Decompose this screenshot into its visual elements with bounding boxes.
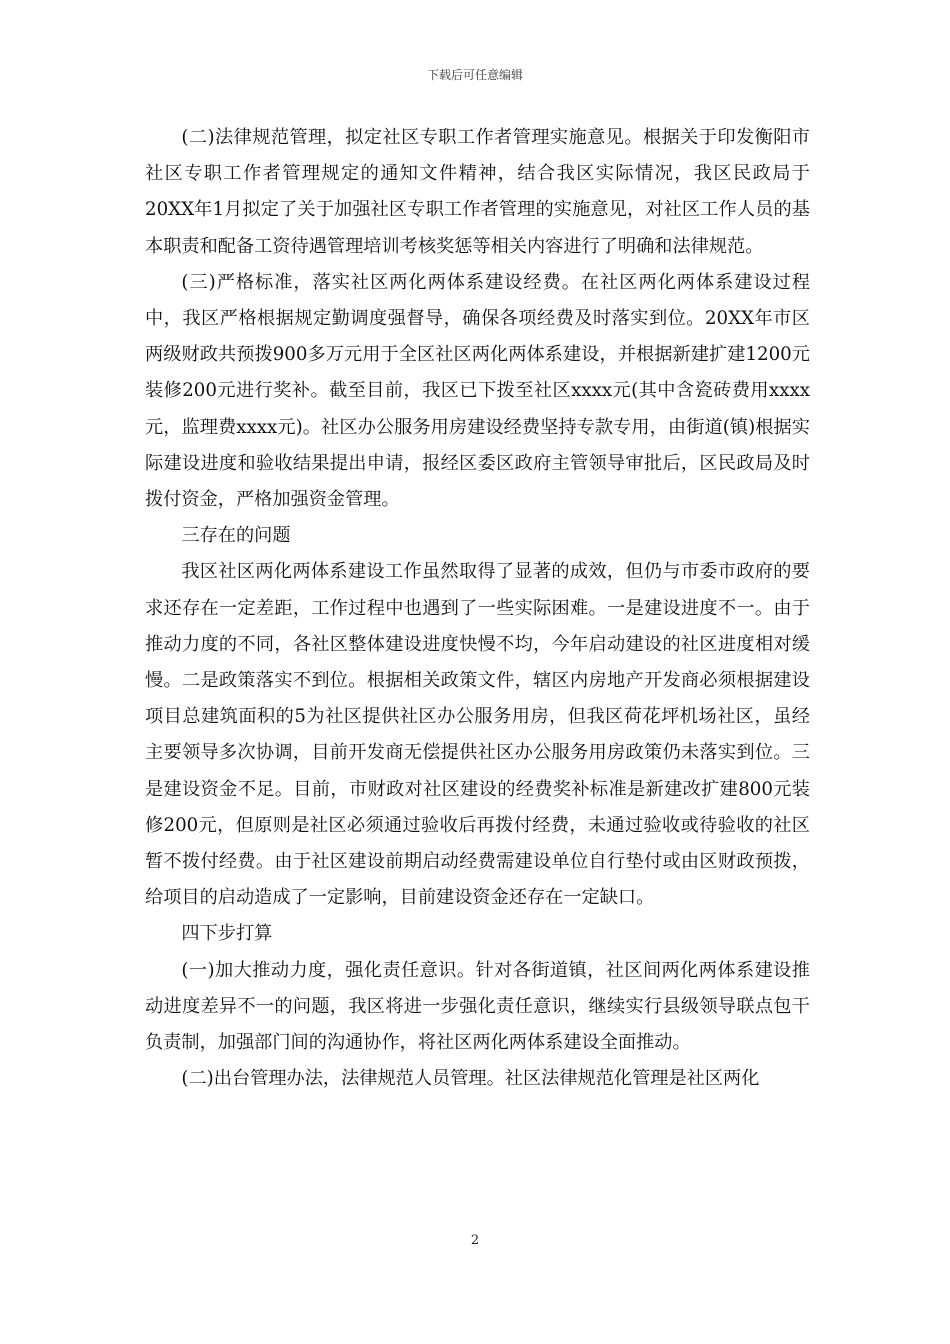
paragraph-management-measures: (二)出台管理办法，法律规范人员管理。社区法律规范化管理是社区两化 [181,1068,760,1090]
paragraph-promotion: (一)加大推动力度，强化责任意识。针对各街道镇，社区间两化两体系建设推动进度差异不一的问题，我区将进一步强化责任意识，继续实行县级领导联点包干负责制，加强部门间的沟通协作，将社区两化两体系建设全面推动。 [145,959,810,1054]
document-body [145,120,810,1097]
section-heading-next-steps: 四下步打算 [181,923,273,945]
page-number: 2 [470,1233,480,1248]
paragraph-funding-standards: (三)严格标准，落实社区两化两体系建设经费。在社区两化两体系建设过程中，我区严格根据规定勤调度强督导，确保各项经费及时落实到位。20XX年市区两级财政共预拨900多万元用于全区社区两化两体系建设，并根据新建扩建1200元装修200元进行奖补。截至目前，我区已下拨至社区xxxx元(其中含瓷砖费用xxxx元，监理费xxxx元)。社区办公服务用房建设经费坚持专款专用，由街道(镇)根据实际建设进度和验收结果提出申请，报经区委区政府主管领导审批后，区民政局及时拨付资金，严格加强资金管理。 [145,271,810,511]
paragraph-legal-management: (二)法律规范管理，拟定社区专职工作者管理实施意见。根据关于印发衡阳市社区专职工作者管理规定的通知文件精神，结合我区实际情况，我区民政局于20XX年1月拟定了关于加强社区专职工作者管理的实施意见，对社区工作人员的基本职责和配备工资待遇管理培训考核奖惩等相关内容进行了明确和法律规范。 [145,127,810,257]
paragraph-problems: 我区社区两化两体系建设工作虽然取得了显著的成效，但仍与市委市政府的要求还存在一定差距，工作过程中也遇到了一些实际困难。一是建设进度不一。由于推动力度的不同，各社区整体建设进度快慢不均，今年启动建设的社区进度相对缓慢。二是政策落实不到位。根据相关政策文件，辖区内房地产开发商必须根据建设项目总建筑面积的5为社区提供社区办公服务用房，但我区荷花坪机场社区，虽经主要领导多次协调，目前开发商无偿提供社区办公服务用房政策仍未落实到位。三是建设资金不足。目前，市财政对社区建设的经费奖补标准是新建改扩建800元装修200元，但原则是社区必须通过验收后再拨付经费，未通过验收或待验收的社区暂不拨付经费。由于社区建设前期启动经费需建设单位自行垫付或由区财政预拨，给项目的启动造成了一定影响，目前建设资金还存在一定缺口。 [145,561,810,909]
section-heading-problems: 三存在的问题 [181,525,291,547]
page-header: 下载后可任意编辑 [426,68,523,82]
